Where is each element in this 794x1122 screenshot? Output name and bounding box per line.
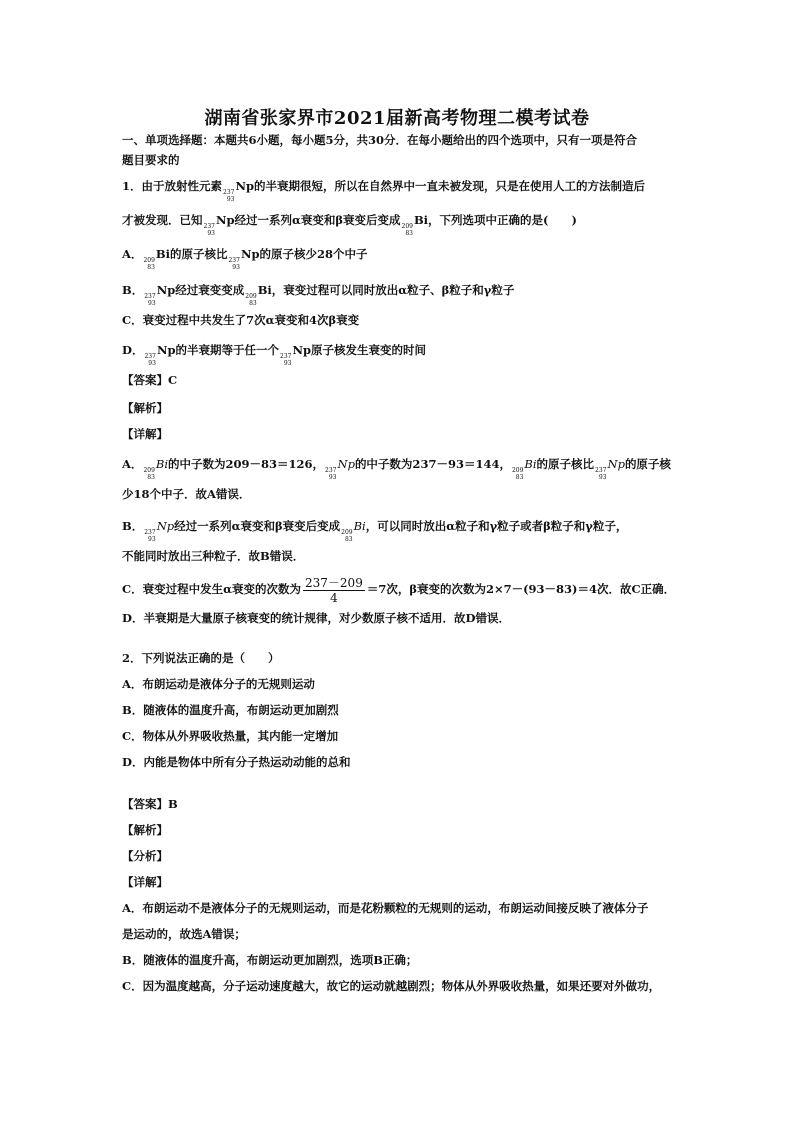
q1-option-c: C．衰变过程中共发生了7次α衰变和4次β衰变	[122, 313, 360, 327]
q2-analysis-label: 【解析】	[122, 823, 168, 837]
q2-stem: 2．下列说法正确的是（ ）	[122, 651, 280, 665]
bi-isotope-notation: 209 83	[401, 223, 413, 237]
q1-option-a: A． 209 83 Bi的原子核比 237 93 Np的原子核少28个中子	[122, 247, 368, 271]
q2-answer: 【答案】B	[122, 797, 178, 811]
section-heading-line1: 一、单项选择题：本题共6小题，每小题5分，共30分．在每小题给出的四个选项中，只有一项是符合	[122, 133, 638, 147]
q2-explanation-a-line2: 是运动的，故选A错误；	[122, 927, 246, 941]
q1-text: Np的半衰期很短，所以在自然界中一直未被发现，只是在使用人工的方法制造后	[235, 179, 646, 193]
q1-analysis-label: 【解析】	[122, 401, 168, 415]
page-title: 湖南省张家界市2021届新高考物理二模考试卷	[204, 108, 590, 129]
q1-explanation-b-line2: 不能同时放出三种粒子．故B错误．	[122, 549, 305, 563]
section-heading-line2: 题目要求的	[122, 153, 180, 167]
q2-explanation-a-line1: A．布朗运动不是液体分子的无规则运动，而是花粉颗粒的无规则的运动，布朗运动间接反映了液体分子	[122, 901, 649, 915]
q1-explanation-a-line1: A． 209 83 Bi的中子数为209－83＝126， 237 93 Np的中子数为237－93＝144， 209 83 Bi的原子核比 237 93 Np的原子核	[122, 457, 671, 481]
fraction: $\frac{237-209}{4}$	[305, 575, 363, 605]
q1-explanation-d: D．半衰期是大量原子核衰变的统计规律，对少数原子核不适用．故D错误．	[122, 611, 510, 625]
q2-explanation-c-line1: C．因为温度越高，分子运动速度越大，故它的运动就越剧烈；物体从外界吸收热量，如果还要对外做功，	[122, 979, 661, 993]
np-isotope-notation: 237 93	[223, 189, 235, 203]
q2-option-c: C．物体从外界吸收热量，其内能一定增加	[122, 729, 339, 743]
q1-stem-line2: 才被发现．已知 237 93 Np经过一系列α衰变和β衰变后变成 209 83 Bi，下列选项中正确的是( )	[122, 213, 577, 237]
q2-detail-label: 【详解】	[122, 875, 168, 889]
q1-option-b: B． 237 93 Np经过衰变变成 209 83 Bi，衰变过程可以同时放出α粒子、β粒子和γ粒子	[122, 283, 515, 307]
q2-explanation-b: B．随液体的温度升高，布朗运动更加剧烈，选项B正确；	[122, 953, 418, 967]
np-isotope-notation: 237 93	[203, 223, 215, 237]
q1-explanation-a-line2: 少18个中子．故A错误．	[122, 487, 251, 501]
q1-option-d: D． 237 93 Np的半衰期等于任一个 237 93 Np原子核发生衰变的时间	[122, 343, 427, 367]
q1-stem-line1	[122, 178, 682, 203]
q1-explanation-b-line1: B． 237 93 Np经过一系列α衰变和β衰变后变成 209 83 Bi，可以同时放出α粒子和γ粒子或者β粒子和γ粒子，	[122, 519, 628, 543]
q1-explanation-c: C．衰变过程中发生α衰变的次数为 $\frac{237-209}{4}$ ＝7次，β衰变的次数为2×7－(93－83)＝4次．故C正确．	[122, 575, 676, 605]
q2-option-b: B．随液体的温度升高，布朗运动更加剧烈	[122, 703, 339, 717]
q1-detail-label: 【详解】	[122, 427, 168, 441]
q2-analysis2-label: 【分析】	[122, 849, 168, 863]
q2-option-a: A．布朗运动是液体分子的无规则运动	[122, 677, 315, 691]
q2-option-d: D．内能是物体中所有分子热运动动能的总和	[122, 755, 351, 769]
q1-text: 1．由于放射性元素	[122, 179, 223, 193]
q1-answer: 【答案】C	[122, 373, 178, 387]
